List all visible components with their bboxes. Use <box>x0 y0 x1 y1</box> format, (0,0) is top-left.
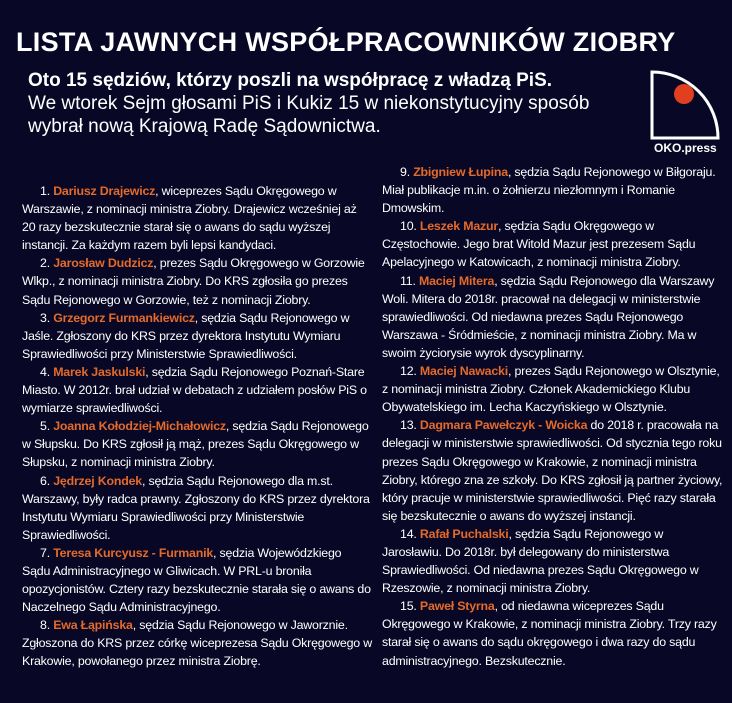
judge-entry: 8. Ewa Łąpińska, sędzia Sądu Rejonowego w Jaworznie. Zgłoszona do KRS przez córkę wiceprezesa Sądu Okręgowego w Krakowie, powołanego przez ministra Ziobrę. <box>22 618 372 669</box>
judge-name: Ewa Łąpińska <box>53 618 133 633</box>
subtitle-text: We wtorek Sejm głosami PiS i Kukiz 15 w niekonstytucyjny sposób wybrał nową Krajową Radę Sądownictwa. <box>28 93 590 137</box>
judge-entry: 14. Rafał Puchalski, sędzia Sądu Rejonowego w Jarosławiu. Do 2018r. był delegowany do ministerstwa Sprawiedliwości. Od niedawna prezes Sądu Okręgowego w Rzeszowie, z nominacji ministra Ziobry. <box>382 526 699 596</box>
judge-name: Marek Jaskulski <box>53 364 146 379</box>
judge-entry: 11. Maciej Mitera, sędzia Sądu Rejonowego dla Warszawy Woli. Mitera do 2018r. pracował na delegacji w ministerstwie sprawiedliwości. Od niedawna prezes Sądu Rejonowego Warszawa - Śródmieście, z nominacji ministra Ziobry. Ma w swoim życiorysie wyrok dyscyplinarny. <box>382 273 715 360</box>
judges-list-left <box>22 182 372 671</box>
judge-name: Paweł Styrna <box>419 599 495 614</box>
page-subtitle <box>28 69 648 138</box>
judge-name: Jędrzej Kondek <box>53 473 142 488</box>
subtitle-lead: Oto 15 sędziów, którzy poszli na współpracę z władzą PiS. <box>28 70 553 91</box>
judge-name: Dagmara Pawełczyk - Woicka <box>419 418 588 433</box>
judge-entry: 12. Maciej Nawacki, prezes Sądu Rejonowego w Olsztynie, z nominacji ministra Ziobry. Członek Akademickiego Klubu Obywatelskiego im. Lecha Kaczyńskiego w Olsztynie. <box>382 364 720 415</box>
judge-name: Grzegorz Furmankiewicz <box>53 310 195 325</box>
judge-entry: 10. Leszek Mazur, sędzia Sądu Okręgowego w Częstochowie. Jego brat Witold Mazur jest prezesem Sądu Apelacyjnego w Katowicach, z nominacji ministra Ziobry. <box>382 219 696 270</box>
judge-name: Maciej Mitera <box>418 273 495 288</box>
judge-name: Maciej Nawacki <box>419 364 508 379</box>
judge-name: Leszek Mazur <box>419 219 499 234</box>
judge-entry: 4. Marek Jaskulski, sędzia Sądu Rejonowego Poznań-Stare Miasto. W 2012r. brał udział w debatach z udziałem posłów PiS o wymiarze sprawiedliwości. <box>22 364 367 416</box>
judge-entry: 7. Teresa Kurcyusz - Furmanik, sędzia Wojewódzkiego Sądu Administracyjnego w Gliwicach. W PRL-u broniła opozycjonistów. Cztery razy bezskutecznie starała się o awans do Naczelnego Sądu Administracyjnego. <box>22 545 371 615</box>
judge-name: Rafał Puchalski <box>419 526 509 541</box>
judge-entry: 3. Grzegorz Furmankiewicz, sędzia Sądu Rejonowego w Jaśle. Zgłoszony do KRS przez dyrektora Instytutu Wymiaru Sprawiedliwości przy Ministerstwie Sprawiedliwości. <box>22 310 350 361</box>
judge-name: Zbigniew Łupina <box>413 165 508 179</box>
judges-list-right <box>382 163 726 670</box>
judge-entry: 1. Dariusz Drajewicz, wiceprezes Sądu Okręgowego w Warszawie, z nominacji ministra Ziobry. Drajewicz wcześniej aż 20 razy bezskutecznie starał się o awans do sądu wyższej instancji. Za każdym razem byli lepsi kandydaci. <box>22 184 357 253</box>
judge-entry: 13. Dagmara Pawełczyk - Woicka do 2018 r. pracowała na delegacji w ministerstwie sprawiedliwości. Od stycznia tego roku prezes Sądu Okręgowego w Krakowie, z nominacji ministra Ziobry, którego zna ze szkoły. Do KRS zgłosił ją partner życiowy, który pracuje w ministerstwie sprawiedliwości. Pięć razy starała się bezskutecznie o awans do wyższej instancji. <box>382 418 723 523</box>
judge-entry: 5. Joanna Kołodziej-Michałowicz, sędzia Sądu Rejonowego w Słupsku. Do KRS zgłosił ją mąż, prezes Sądu Okręgowego w Słupsku, z nominacji ministra Ziobry. <box>22 419 369 470</box>
judge-entry: 9. Zbigniew Łupina, sędzia Sądu Rejonowego w Biłgoraju. Miał publikacje m.in. o żołnierzu niezłomnym i Romanie Dmowskim. <box>382 165 716 216</box>
page-title: LISTA JAWNYCH WSPÓŁPRACOWNIKÓW ZIOBRY <box>16 27 676 57</box>
judge-name: Jarosław Dudzicz <box>53 256 154 271</box>
logo-text: OKO.press <box>654 141 717 155</box>
judge-name: Joanna Kołodziej-Michałowicz <box>53 419 226 434</box>
judge-name: Dariusz Drajewicz <box>53 184 156 198</box>
judge-entry: 6. Jędrzej Kondek, sędzia Sądu Rejonowego dla m.st. Warszawy, były radca prawny. Zgłoszony do KRS przez dyrektora Instytutu Wymiaru Sprawiedliwości przy Ministerstwie Sprawiedliwości. <box>22 473 370 542</box>
judge-entry: 2. Jarosław Dudzicz, prezes Sądu Okręgowego w Gorzowie Wlkp., z nominacji ministra Ziobry. Do KRS zgłosiła go prezes Sądu Rejonowego w Gorzowie, też z nominacji Ziobry. <box>22 256 365 307</box>
judge-entry: 15. Paweł Styrna, od niedawna wiceprezes Sądu Okręgowego w Krakowie, z nominacji ministra Ziobry. Trzy razy starał się o awans do sądu okręgowego i dwa razy do sądu administracyjnego. Bezskutecznie. <box>382 599 717 668</box>
oko-logo-icon <box>650 70 722 140</box>
judge-name: Teresa Kurcyusz - Furmanik <box>53 545 214 560</box>
